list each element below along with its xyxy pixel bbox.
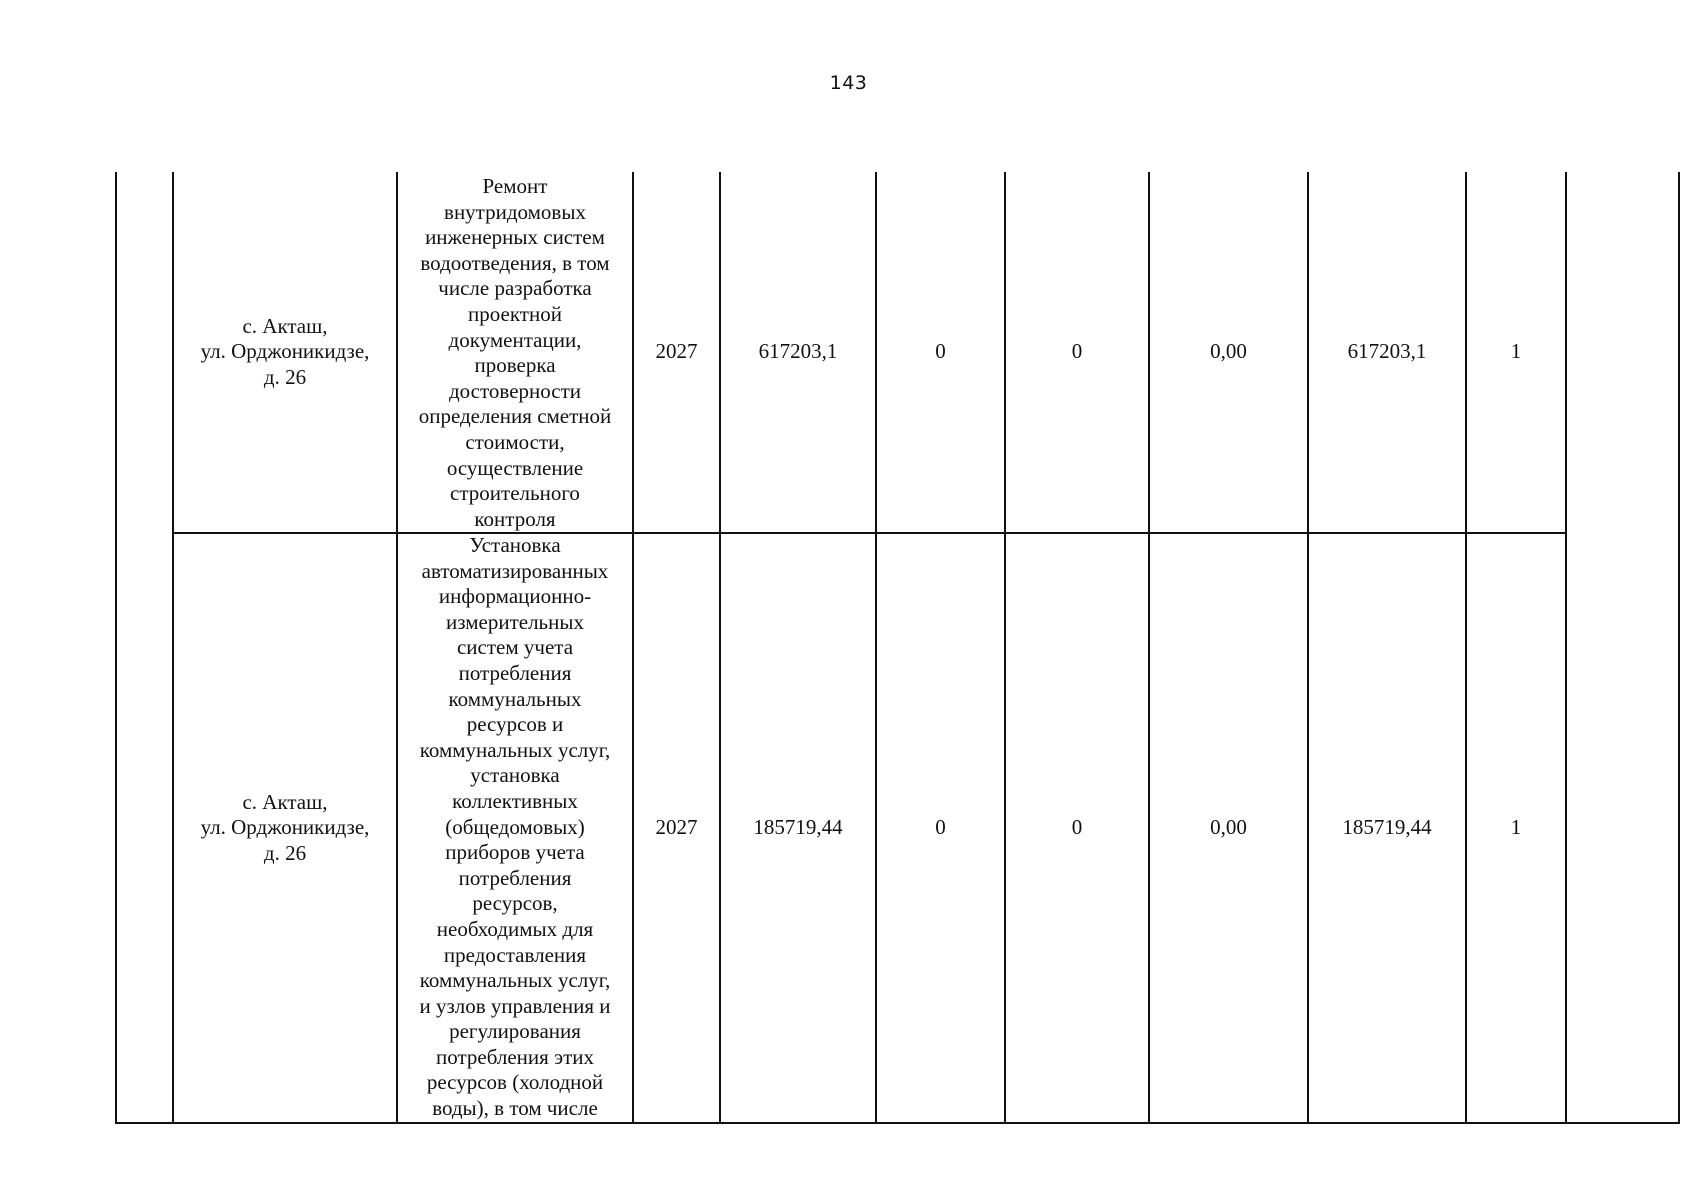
table-border-right (1678, 172, 1680, 1124)
table-cell-value: 0 (935, 339, 946, 364)
table-border-bottom (115, 1122, 1680, 1124)
table-cell-count: 1 (1510, 339, 1522, 364)
table-cell-work-description: Установка автоматизированных информационно- измерительных систем учета потребления коммунальных ресурсов и коммунальных услуг, установка коллективных (общедомовых) приборов учета потребления ресурсов, необходимых для предоставления коммунальных услуг, и узлов управления и регулирования потребления этих ресурсов (холодной воды), в том числе (419, 533, 611, 1121)
table-cell-work-description: Ремонт внутридомовых инженерных систем водоотведения, в том числе разработка проектной документации, проверка достоверности определения сметной стоимости, осуществление строительного контроля (418, 174, 612, 531)
table-cell-value: 0 (1071, 339, 1083, 364)
budget-table (115, 172, 1680, 1124)
table-cell-total: 185719,44 (753, 815, 843, 840)
table-cell-value: 0,00 (1210, 815, 1247, 840)
table-cell-value: 0,00 (1210, 339, 1247, 364)
table-cell-value: 617203,1 (1347, 339, 1427, 364)
table-cell-total: 617203,1 (758, 339, 838, 364)
table-cell-count: 1 (1510, 815, 1522, 840)
table-cell-address: с. Акташ, ул. Орджоникидзе, д. 26 (200, 313, 370, 389)
page-number: 143 (829, 72, 868, 94)
table-cell-year: 2027 (655, 815, 698, 840)
table-cell-value: 0 (1071, 815, 1083, 840)
table-cell-address: с. Акташ, ул. Орджоникидзе, д. 26 (200, 789, 370, 865)
table-cell-value: 185719,44 (1342, 815, 1432, 840)
table-cell-value: 0 (935, 815, 946, 840)
table-border-left (115, 172, 117, 1124)
table-cell-year: 2027 (655, 339, 698, 364)
column-divider (1565, 172, 1567, 1124)
